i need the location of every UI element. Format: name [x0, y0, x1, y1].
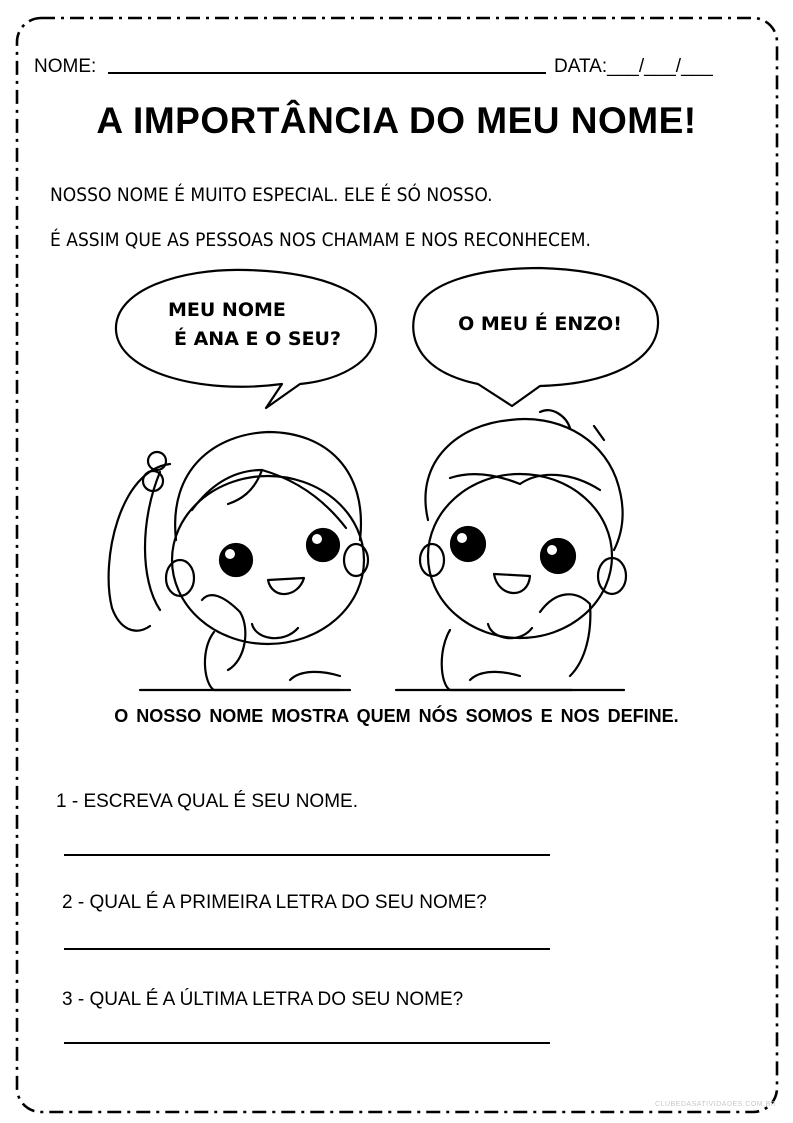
boy-drawing — [396, 410, 626, 690]
answer-line-1[interactable] — [64, 854, 550, 856]
question-2: 2 - QUAL É A PRIMEIRA LETRA DO SEU NOME? — [62, 892, 487, 913]
page-title: A IMPORTÂNCIA DO MEU NOME! — [96, 100, 697, 141]
answer-line-2[interactable] — [64, 948, 550, 950]
date-label: DATA:___/___/___ — [554, 56, 713, 77]
caption: O NOSSO NOME MOSTRA QUEM NÓS SOMOS E NOS DEFINE. — [114, 706, 679, 726]
intro-line-2: É ASSIM QUE AS PESSOAS NOS CHAMAM E NOS RECONHECEM. — [50, 229, 591, 251]
question-3: 3 - QUAL É A ÚLTIMA LETRA DO SEU NOME? — [62, 989, 464, 1010]
question-1: 1 - ESCREVA QUAL É SEU NOME. — [56, 791, 358, 812]
girl-speech-line-1: MEU NOME — [168, 299, 286, 321]
name-label: NOME: — [34, 56, 97, 77]
girl-speech-line-2: É ANA E O SEU? — [174, 328, 341, 350]
girl-drawing — [109, 432, 368, 690]
boy-speech: O MEU É ENZO! — [458, 313, 622, 335]
answer-line-3[interactable] — [64, 1042, 550, 1044]
watermark: CLUBEDASATIVIDADES.COM.BR — [655, 1101, 777, 1108]
speech-bubble-boy — [413, 268, 658, 406]
intro-line-1: NOSSO NOME É MUITO ESPECIAL. ELE É SÓ NOSSO. — [50, 184, 493, 206]
